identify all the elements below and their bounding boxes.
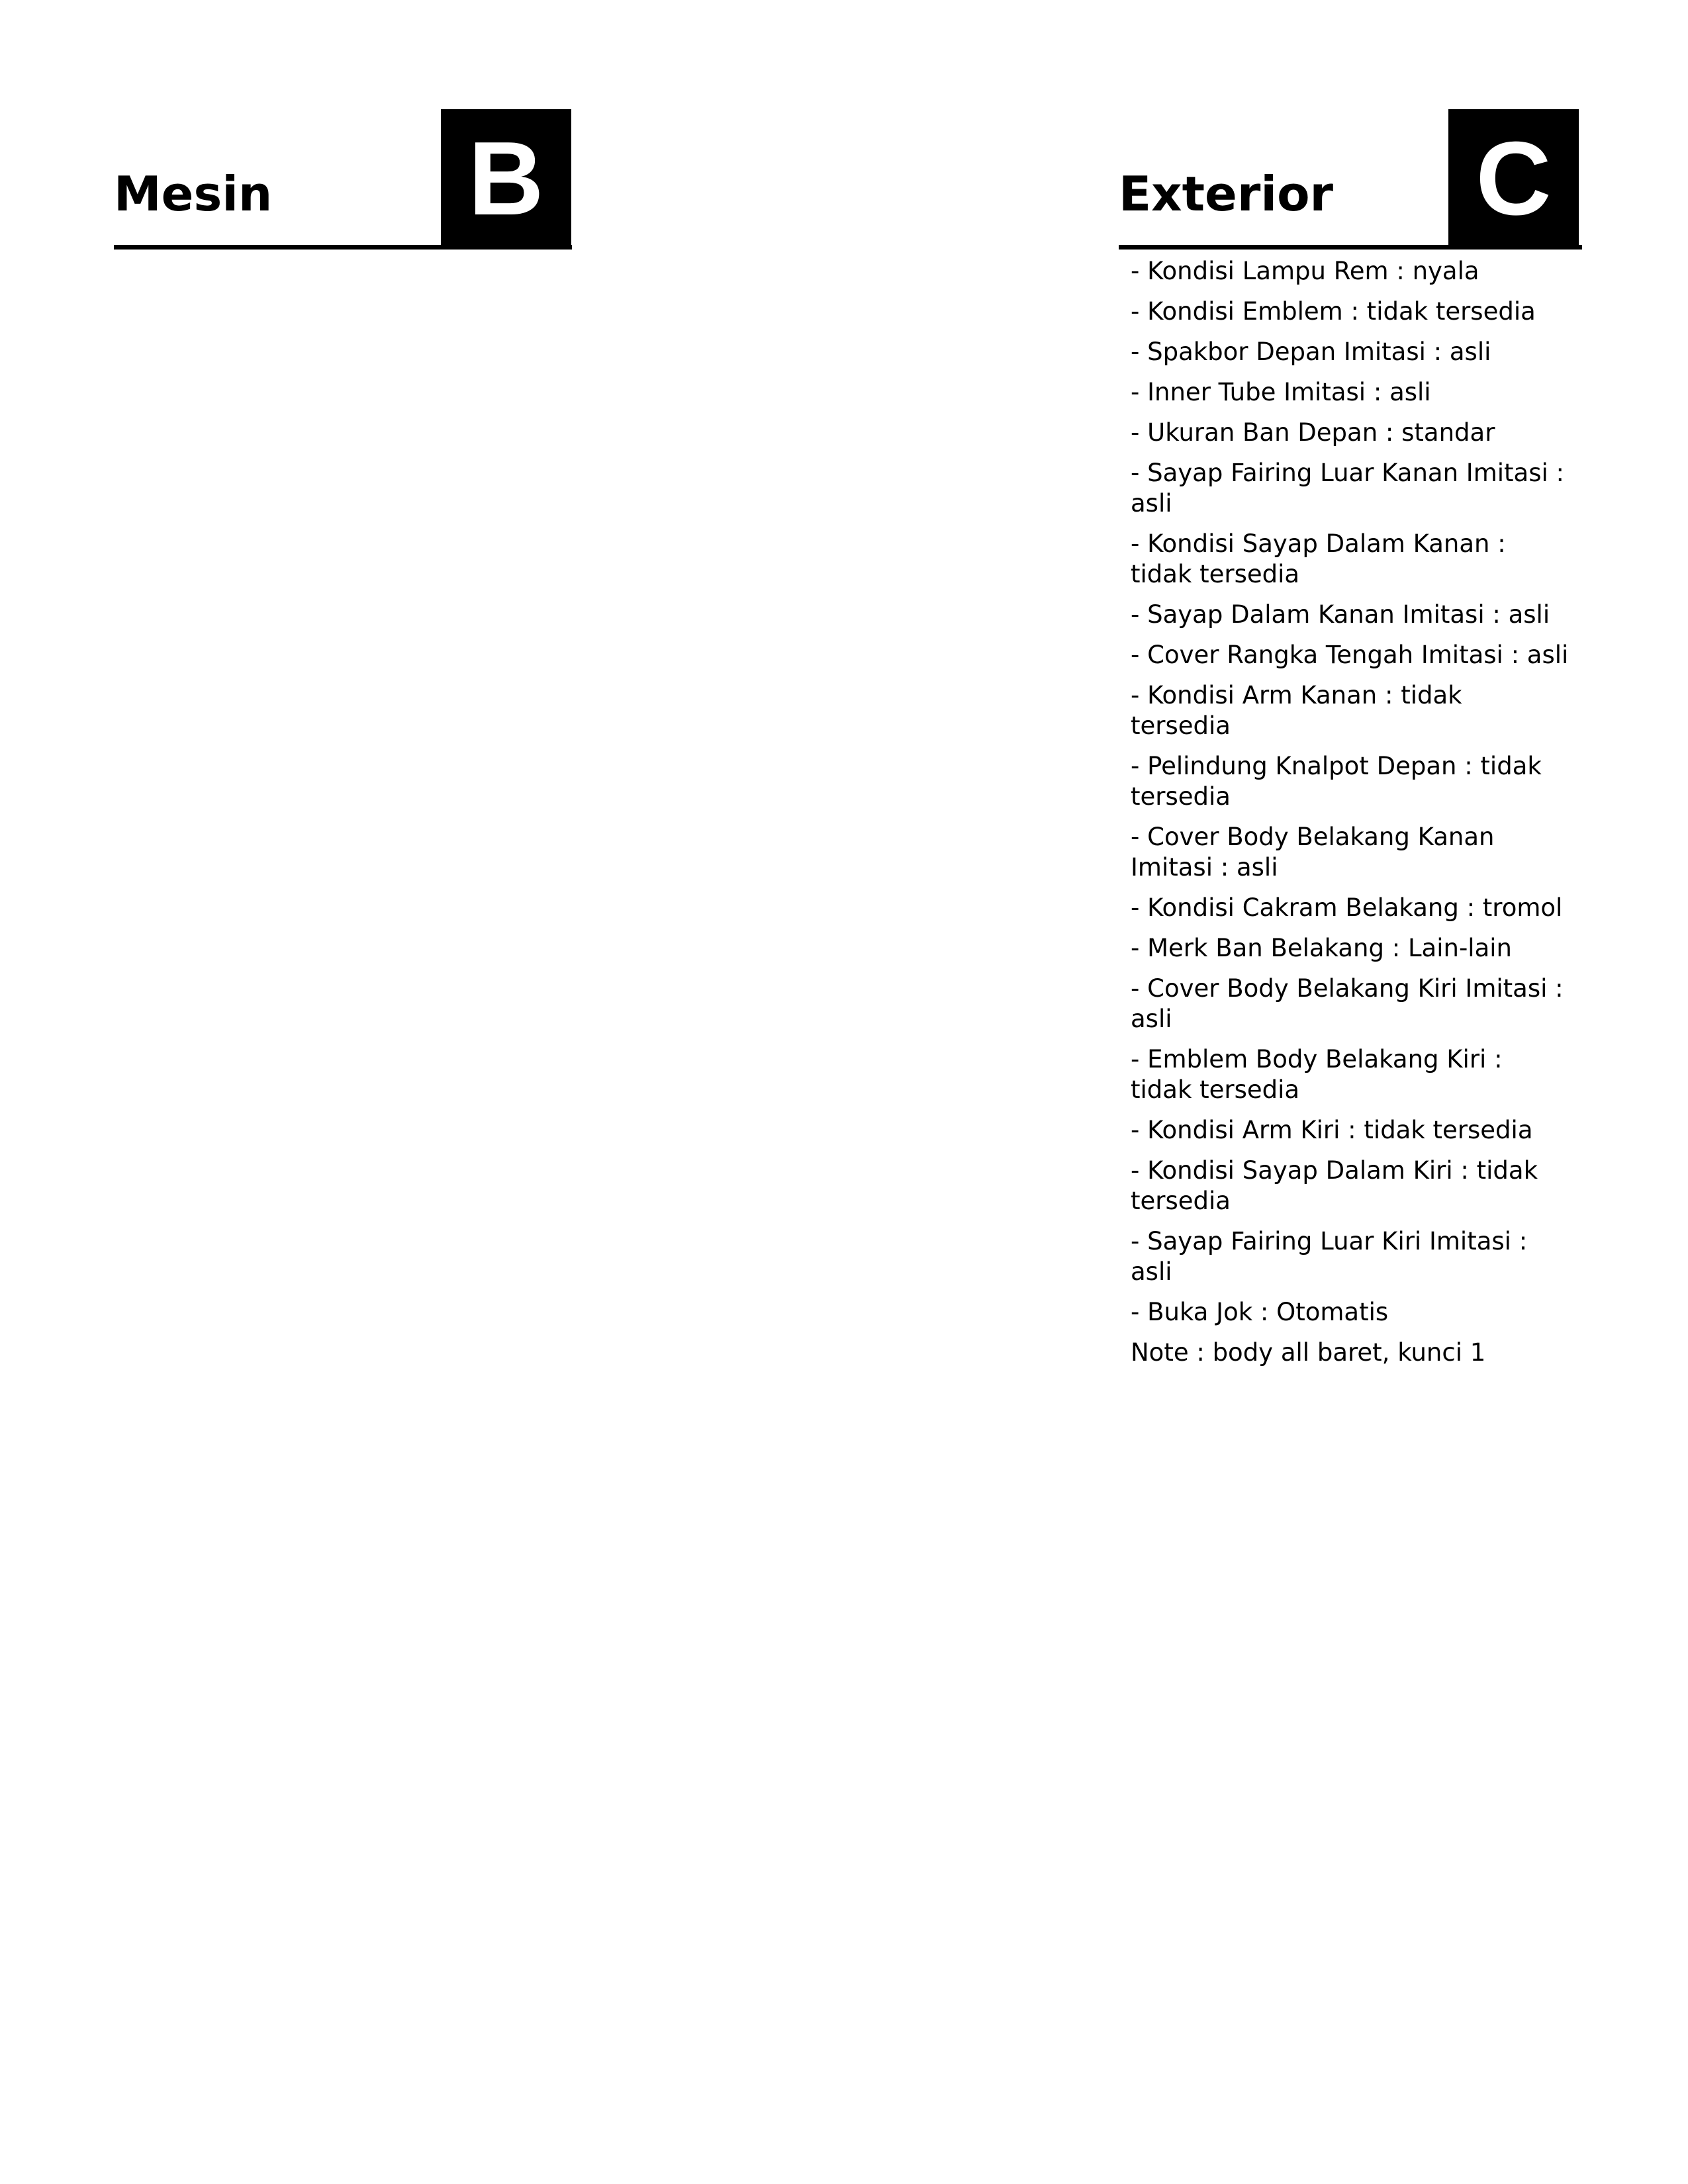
list-item: - Kondisi Lampu Rem : nyala — [1131, 257, 1479, 285]
list-item: - Cover Body Belakang Kanan Imitasi : asli — [1131, 823, 1495, 882]
list-item: - Spakbor Depan Imitasi : asli — [1131, 338, 1491, 366]
section-badge-letter: B — [468, 120, 544, 237]
list-item: - Cover Body Belakang Kiri Imitasi : asli — [1131, 974, 1564, 1033]
section-badge-letter: C — [1476, 120, 1552, 237]
list-item: - Inner Tube Imitasi : asli — [1131, 378, 1431, 406]
section-header-exterior — [1119, 0, 1582, 250]
list-item: - Sayap Fairing Luar Kiri Imitasi : asli — [1131, 1227, 1528, 1286]
list-item: - Sayap Dalam Kanan Imitasi : asli — [1131, 600, 1550, 629]
list-item: - Cover Rangka Tengah Imitasi : asli — [1131, 641, 1569, 669]
list-item: - Emblem Body Belakang Kiri : tidak tersedia — [1131, 1045, 1503, 1104]
list-item: - Kondisi Emblem : tidak tersedia — [1131, 297, 1536, 326]
exterior-note: Note : body all baret, kunci 1 — [1131, 1338, 1486, 1367]
exterior-item-list — [1131, 256, 1569, 1378]
section-divider — [1119, 245, 1582, 250]
list-item: - Kondisi Sayap Dalam Kanan : tidak tersedia — [1131, 529, 1506, 588]
list-item: - Pelindung Knalpot Depan : tidak tersedia — [1131, 752, 1542, 811]
section-divider — [114, 245, 572, 250]
list-item: - Buka Jok : Otomatis — [1131, 1298, 1389, 1326]
list-item: - Kondisi Arm Kanan : tidak tersedia — [1131, 681, 1462, 740]
section-badge-c — [1448, 109, 1579, 250]
list-item: - Kondisi Sayap Dalam Kiri : tidak tersedia — [1131, 1156, 1538, 1215]
section-badge-b — [441, 109, 571, 250]
section-title-exterior: Exterior — [1119, 166, 1334, 222]
list-item: - Sayap Fairing Luar Kanan Imitasi : asli — [1131, 459, 1564, 518]
section-title-mesin: Mesin — [114, 166, 273, 222]
list-item: - Kondisi Arm Kiri : tidak tersedia — [1131, 1116, 1533, 1144]
list-item: - Merk Ban Belakang : Lain-lain — [1131, 934, 1512, 962]
list-item: - Kondisi Cakram Belakang : tromol — [1131, 893, 1563, 922]
section-header-mesin — [114, 0, 572, 250]
list-item: - Ukuran Ban Depan : standar — [1131, 418, 1495, 447]
